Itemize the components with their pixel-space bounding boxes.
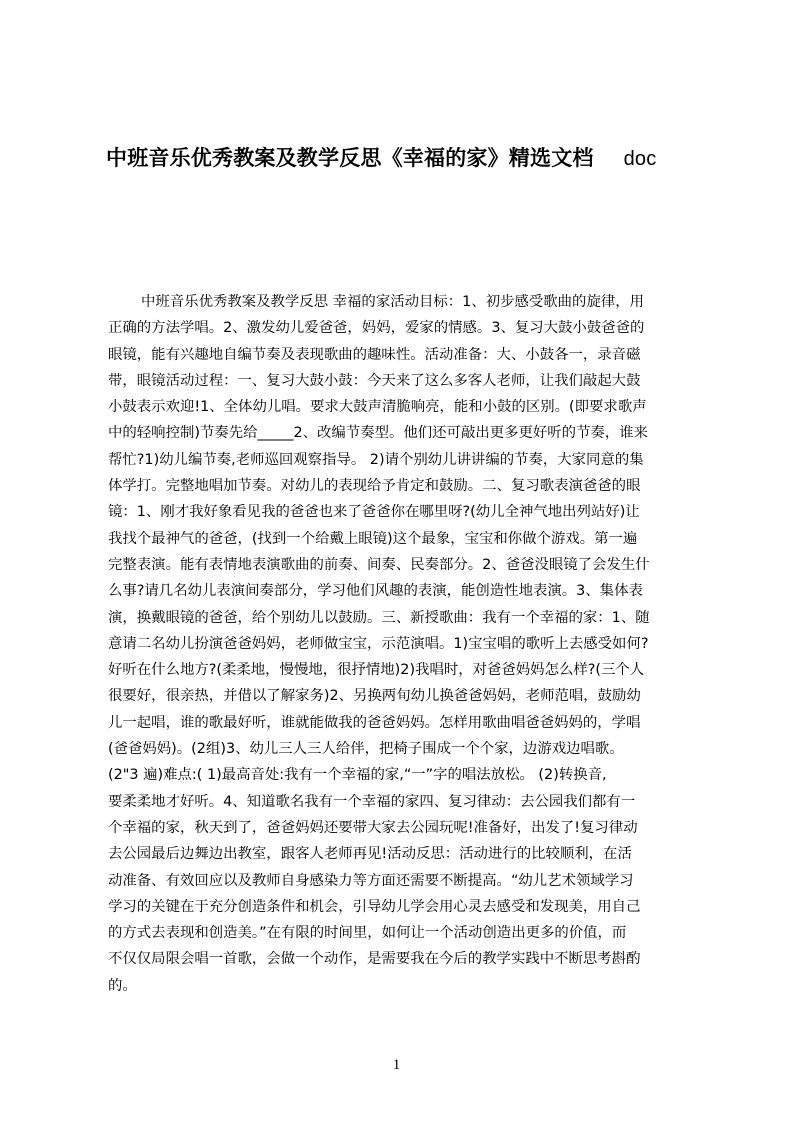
body-line: (2"3 遍)难点:( 1)最高音处:我有一个幸福的家,“一”字的唱法放松。 (2)转换音, [108, 767, 607, 784]
body-line: 的。 [108, 977, 137, 994]
body-line: 演，换戴眼镜的爸爸，给个别幼儿以鼓励。三、新授歌曲：我有一个幸福的家：1、随 [108, 609, 650, 626]
document-body [108, 289, 698, 1019]
body-line: (爸爸妈妈)。(2组)3、幼儿三人三人给伴，把椅子围成一个个家，边游戏边唱歌。 [108, 741, 624, 758]
body-line: 中班音乐优秀教案及教学反思 幸福的家活动目标：1、初步感受歌曲的旋律，用 [141, 294, 645, 310]
body-line: 镜：1、刚才我好象看见我的爸爸也来了爸爸你在哪里呀?(幼儿全神气地出列站好)让 [108, 504, 640, 521]
body-line: 个幸福的家，秋天到了，爸爸妈妈还要带大家去公园玩呢!准备好，出发了!复习律动 [108, 819, 638, 836]
body-line: 的方式去表现和创造美。”在有限的时间里，如何让一个活动创造出更多的价值，而 [108, 925, 627, 942]
body-line: 体学打。完整地唱加节奏。对幼儿的表现给予肯定和鼓励。二、复习歌表演爸爸的眼 [108, 478, 641, 495]
body-line: 儿一起唱，谁的歌最好听，谁就能做我的爸爸妈妈。怎样用歌曲唱爸爸妈妈的，学唱 [108, 714, 641, 731]
body-line: 中的轻响控制)节奏先给_____2、改编节奏型。他们还可敲出更多更好听的节奏，谁来 [108, 425, 649, 442]
body-line: 正确的方法学唱。2、激发幼儿爱爸爸，妈妈，爱家的情感。3、复习大鼓小鼓爸爸的 [108, 320, 645, 337]
body-line: 意请二名幼儿扮演爸爸妈妈，老师做宝宝，示范演唱。1)宝宝唱的歌听上去感受如何? [108, 635, 649, 652]
document-title-suffix: doc [623, 148, 657, 170]
document-title [106, 143, 700, 177]
body-line: 我找个最神气的爸爸，(找到一个给戴上眼镜)这个最象，宝宝和你做个游戏。第一遍 [108, 530, 638, 547]
document-title-text: 中班音乐优秀教案及教学反思《幸福的家》精选文档 [106, 146, 594, 170]
body-line: 好听在什么地方?(柔柔地，慢慢地，很抒情地)2)我唱时，对爸爸妈妈怎么样?(三个人 [108, 662, 645, 679]
body-line: 很要好，很亲热，并借以了解家务)2、另换两旬幼儿换爸爸妈妈，老师范唱，鼓励幼 [108, 688, 641, 705]
body-line: 动准备、有效回应以及教师自身感染力等方面还需要不断提高。“幼儿艺术领域学习 [108, 872, 634, 889]
body-line: 小鼓表示欢迎!1、全体幼儿唱。要求大鼓声清脆响亮，能和小鼓的区别。(即要求歌声 [108, 399, 647, 416]
body-line: 么事?请几名幼儿表演间奏部分，学习他们风趣的表演，能创造性地表演。3、集体表 [108, 583, 643, 600]
body-line: 去公园最后边舞边出教室，跟客人老师再见!活动反思：活动进行的比较顺利，在活 [108, 846, 632, 863]
body-line: 帮忙?1)幼儿编节奏,老师巡回观察指导。 2)请个别幼儿讲讲编的节奏，大家同意的集 [108, 451, 644, 468]
body-line: 带，眼镜活动过程：一、复习大鼓小鼓：今天来了这么多客人老师，让我们敲起大鼓 [108, 372, 641, 389]
body-line: 要柔柔地才好听。4、知道歌名我有一个幸福的家四、复习律动：去公园我们都有一 [108, 793, 636, 810]
body-line: 不仅仅局限会唱一首歌，会做一个动作，是需要我在今后的教学实践中不断思考斟酌 [108, 951, 641, 968]
body-line: 眼镜，能有兴趣地自编节奏及表现歌曲的趣味性。活动准备：大、小鼓各一，录音磁 [108, 346, 641, 363]
page-number: 1 [392, 1057, 401, 1073]
body-line: 学习的关键在于充分创造条件和机会，引导幼儿学会用心灵去感受和发现美，用自己 [108, 898, 641, 915]
body-line: 完整表演。能有表情地表演歌曲的前奏、间奏、民奏部分。2、爸爸没眼镜了会发生什 [108, 556, 650, 573]
